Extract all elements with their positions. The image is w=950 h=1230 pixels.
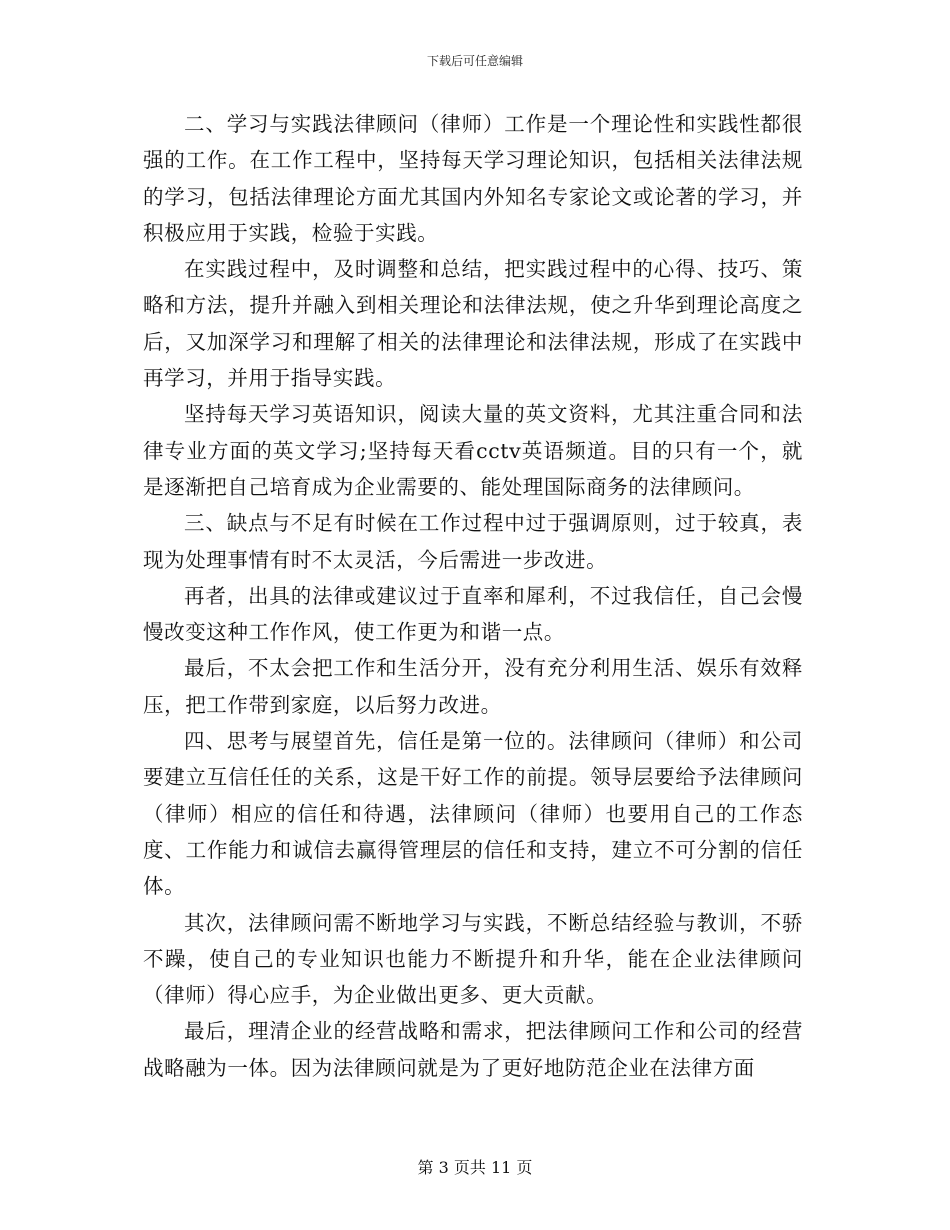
paragraph-4: 三、缺点与不足有时候在工作过程中过于强调原则，过于较真，表现为处理事情有时不太灵活，今后需进一步改进。 — [143, 511, 803, 572]
paragraph-9: 最后，理清企业的经营战略和需求，把法律顾问工作和公司的经营战略融为一体。因为法律顾问就是为了更好地防范企业在法律方面 — [143, 1019, 803, 1080]
paragraph-1: 二、学习与实践法律顾问（律师）工作是一个理论性和实践性都很强的工作。在工作工程中，坚持每天学习理论知识，包括相关法律法规的学习，包括法律理论方面尤其国内外知名专家论文或论著的学习，并积极应用于实践，检验于实践。 — [143, 112, 803, 245]
document-body — [143, 106, 803, 1086]
paragraph-6: 最后，不太会把工作和生活分开，没有充分利用生活、娱乐有效释压，把工作带到家庭，以后努力改进。 — [143, 656, 803, 717]
paragraph-7: 四、思考与展望首先，信任是第一位的。法律顾问（律师）和公司要建立互信任任的关系，这是干好工作的前提。领导层要给予法律顾问（律师）相应的信任和待遇，法律顾问（律师）也要用自己的工作态度、工作能力和诚信去赢得管理层的信任和支持，建立不可分割的信任体。 — [143, 729, 803, 899]
paragraph-8: 其次，法律顾问需不断地学习与实践，不断总结经验与教训，不骄不躁，使自己的专业知识也能力不断提升和升华，能在企业法律顾问（律师）得心应手，为企业做出更多、更大贡献。 — [143, 910, 803, 1008]
page-header: 下载后可任意编辑 — [426, 54, 523, 68]
page-number: 第 3 页共 11 页 — [417, 1158, 533, 1177]
paragraph-3: 坚持每天学习英语知识，阅读大量的英文资料，尤其注重合同和法律专业方面的英文学习;坚持每天看cctv英语频道。目的只有一个，就是逐渐把自己培育成为企业需要的、能处理国际商务的法律顾问。 — [143, 402, 803, 499]
paragraph-5: 再者，出具的法律或建议过于直率和犀利，不过我信任，自己会慢慢改变这种工作作风，使工作更为和谐一点。 — [143, 583, 803, 645]
paragraph-2: 在实践过程中，及时调整和总结，把实践过程中的心得、技巧、策略和方法，提升并融入到相关理论和法律法规，使之升华到理论高度之后，又加深学习和理解了相关的法律理论和法律法规，形成了在实践中再学习，并用于指导实践。 — [143, 257, 803, 391]
